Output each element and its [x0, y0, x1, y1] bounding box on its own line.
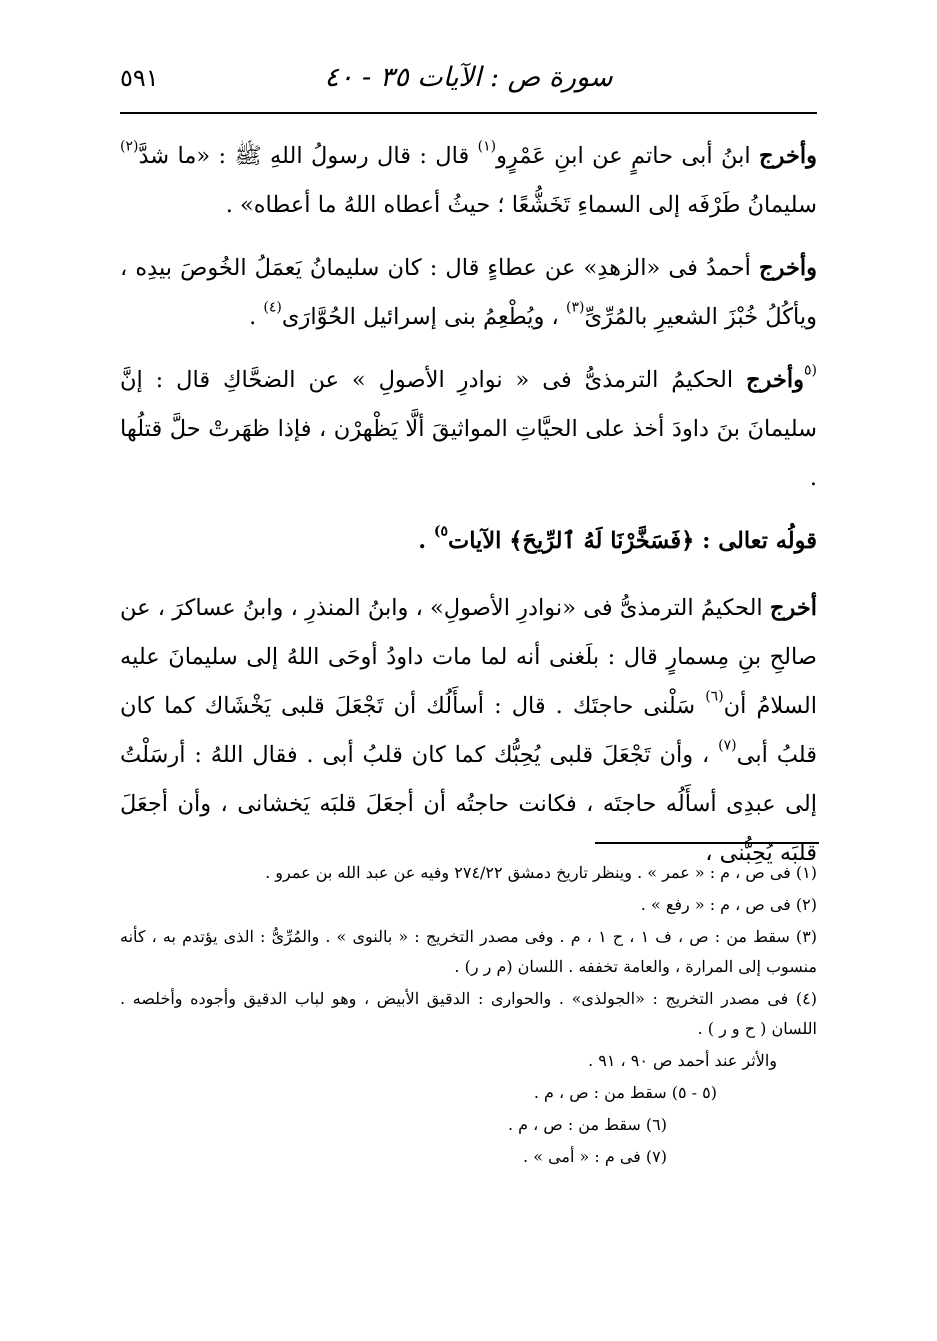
paragraph-text: قال : قال رسولُ اللهِ ﷺ : «ما شدَّ — [138, 143, 478, 169]
paragraph-text: ابنُ أبى حاتمٍ عن ابنِ عَمْرٍو — [496, 143, 760, 169]
paragraph — [120, 132, 817, 230]
paragraph-text: . — [418, 528, 434, 554]
footnote-marker: (٦) — [705, 688, 724, 705]
paragraph-text: . — [249, 304, 264, 330]
paragraph-lead: وأخرج — [759, 255, 817, 281]
paragraph-lead: أخرج — [769, 595, 817, 621]
paragraph-text: ، ويُطْعِمُ بنى إسرائيل الحُوَّارَى — [281, 304, 566, 330]
footnote: (٣) سقط من : ص ، ف ١ ، ح ١ ، م . وفى مصدر التخريج : « بالنوى » . والمُرِّىُّ : الذى يؤتدم به ، كأنه منسوب إلى المرارة ، والعامة تخففه . اللسان (م ر ر) . — [120, 927, 818, 976]
header-title: سورة ص : الآيات ٣٥ - ٤٠ — [324, 62, 613, 93]
footnote-marker: (٢) — [120, 138, 139, 155]
running-header — [120, 62, 817, 104]
verse-heading — [120, 517, 817, 566]
paragraph-text: سَلْنى حاجتَك . قال : أسأَلُك أن تَجْعَلَ قلبى يَخْشَاك كما كان قلبُ أبى — [120, 693, 818, 768]
footnote-marker: (٧) — [718, 737, 737, 754]
footnote: (٢) فى ص ، م : « رفع » . — [640, 895, 817, 914]
paragraph — [120, 584, 817, 878]
footnote-marker: (٣) — [565, 299, 585, 316]
footnote-marker: ٥) — [433, 523, 449, 540]
paragraph-text: ﴿فَسَخَّرْنَا لَهُ ٱلرِّيحَ﴾ الآيات — [448, 528, 703, 554]
footnote: والأثر عند أحمد ص ٩٠ ، ٩١ . — [588, 1051, 777, 1070]
paragraph-text: الحكيمُ الترمذىُّ فى « نوادرِ الأصولِ » عن الضحَّاكِ قال : إنَّ سليمانَ بنَ داودَ أخذ على الحيَّاتِ المواثيقَ ألَّا يَظْهرْن ، فإذا ظهَرتْ حلَّ قتلُها . — [120, 367, 817, 491]
page-number: ٥٩١ — [120, 64, 159, 92]
footnote: (١) فى ص ، م : « عمر » . وينظر تاريخ دمشق ٢٧٤/٢٢ وفيه عن عبد الله بن عمرو . — [265, 863, 817, 882]
footnote: (٤) فى مصدر التخريج : «الجولذى» . والحوارى : الدقيق الأبيض ، وهو لباب الدقيق وأجوده وأخلصه . اللسان ( ح و ر ) . — [120, 989, 817, 1038]
paragraph-text: أحمدُ فى «الزهدِ» عن عطاءٍ قال : كان سليمانُ يَعمَلُ الخُوصَ بيدِه ، ويأكُلُ خُبْزَ الشعيرِ بالمُرِّىِّ — [120, 255, 817, 330]
footnotes — [120, 858, 817, 1174]
main-text — [120, 132, 817, 892]
paragraph — [120, 244, 817, 342]
paragraph-lead: وأخرج — [746, 367, 804, 393]
footnote-marker: (١) — [477, 138, 497, 155]
footnote: (٧) فى م : « أمى » . — [523, 1147, 667, 1166]
paragraph-text: الحكيمُ الترمذىُّ فى «نوادرِ الأصولِ» ، وابنُ المنذرِ ، وابنُ عساكرَ ، عن صالحِ بنِ مِسمارٍ قال : بلَغنى أنه لما مات داودُ أوحَى اللهُ إلى سليمانَ عليه السلامُ أن — [120, 595, 817, 719]
header-rule — [120, 112, 817, 114]
footnote: (٦) سقط من : ص ، م . — [507, 1115, 667, 1134]
paragraph — [120, 356, 817, 503]
paragraph-text: ، وأن تَجْعَلَ قلبى يُحِبُّك كما كان قلبُ أبى . فقال اللهُ : أرسَلْتُ إلى عبدِى أسأَلُه حاجتَه ، فكانت حاجتُه أن أجعَلَ قلبَه يَخشانى ، وأن أجعَلَ قلبَه يُحِبُّنى ، — [120, 742, 817, 866]
paragraph-lead: وأخرج — [759, 143, 817, 169]
paragraph-lead: قولُه تعالى : — [702, 528, 817, 554]
footnote: (٥ - ٥) سقط من : ص ، م . — [533, 1083, 717, 1102]
footnote-marker: (٥ — [804, 362, 817, 379]
paragraph-text: سليمانُ طَرْفَه إلى السماءِ تَخَشُّعًا ؛ حيثُ أعطاه اللهُ ما أعطاه» . — [225, 192, 817, 218]
footnote-rule — [595, 842, 819, 844]
footnote-marker: (٤) — [263, 299, 282, 316]
